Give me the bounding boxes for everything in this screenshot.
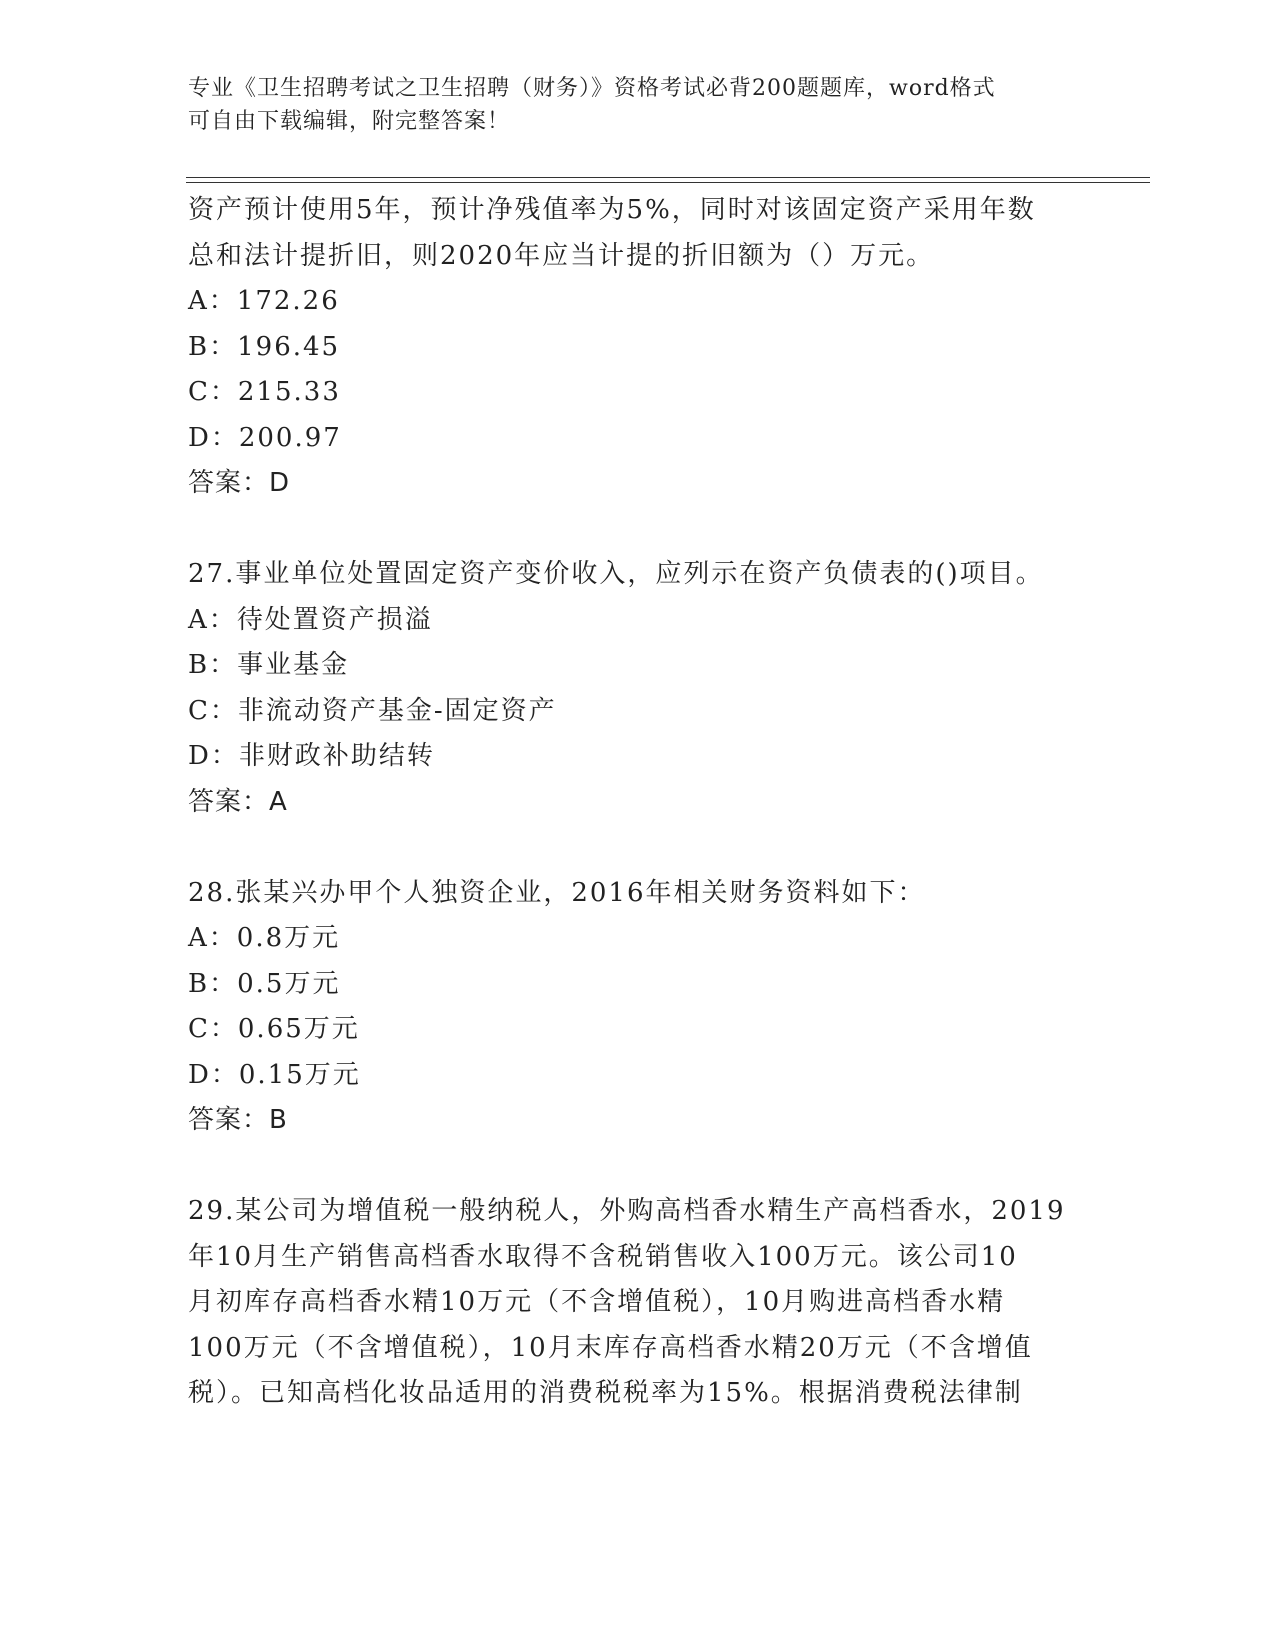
question-26-stem-line-1: 资产预计使用5年，预计净残值率为5%，同时对该固定资产采用年数: [188, 195, 1036, 225]
question-28-answer: 答案：B: [188, 1105, 288, 1135]
header-divider-top: [186, 177, 1150, 178]
question-29-stem-line-1: 29.某公司为增值税一般纳税人，外购高档香水精生产高档香水，2019: [188, 1196, 1066, 1226]
spacer: [188, 507, 1088, 553]
question-list: [188, 188, 1088, 1417]
question-26-option-c: C：215.33: [188, 377, 341, 407]
question-27-answer: 答案：A: [188, 786, 288, 817]
document-header: [188, 72, 1088, 138]
question-26-option-d: D：200.97: [188, 422, 342, 453]
spacer: [188, 825, 1088, 871]
header-divider-bottom: [186, 182, 1150, 183]
question-27-option-a: A：待处置资产损溢: [188, 604, 433, 635]
question-26-answer: 答案：D: [188, 468, 291, 498]
question-27-option-c: C：非流动资产基金-固定资产: [188, 695, 557, 726]
question-26-option-a: A：172.26: [188, 286, 340, 316]
header-title-line-2: 可自由下载编辑，附完整答案！: [188, 109, 511, 134]
spacer: [188, 1144, 1088, 1190]
question-29-stem-line-5: 税）。已知高档化妆品适用的消费税税率为15%。根据消费税法律制: [188, 1378, 1023, 1408]
question-27-option-d: D：非财政补助结转: [188, 741, 435, 771]
question-26-option-b: B：196.45: [188, 331, 341, 362]
question-28-option-a: A：0.8万元: [188, 923, 341, 953]
question-29-stem-line-2: 年10月生产销售高档香水取得不含税销售收入100万元。该公司10: [188, 1241, 1018, 1272]
question-26-stem-line-2: 总和法计提折旧，则2020年应当计提的折旧额为（）万元。: [188, 240, 935, 271]
question-28-option-d: D：0.15万元: [188, 1059, 361, 1090]
question-27-option-b: B：事业基金: [188, 650, 350, 680]
question-29-stem-line-3: 月初库存高档香水精10万元（不含增值税），10月购进高档香水精: [188, 1287, 1006, 1317]
question-29-stem-line-4: 100万元（不含增值税），10月末库存高档香水精20万元（不含增值: [188, 1332, 1033, 1363]
header-title-line-1: 专业《卫生招聘考试之卫生招聘（财务）》资格考试必背200题题库，word格式: [188, 76, 996, 101]
question-28-option-c: C：0.65万元: [188, 1014, 360, 1044]
question-27-stem: 27.事业单位处置固定资产变价收入，应列示在资产负债表的()项目。: [188, 559, 1044, 589]
question-28-stem: 28.张某兴办甲个人独资企业，2016年相关财务资料如下：: [188, 877, 926, 908]
question-28-option-b: B：0.5万元: [188, 968, 341, 999]
